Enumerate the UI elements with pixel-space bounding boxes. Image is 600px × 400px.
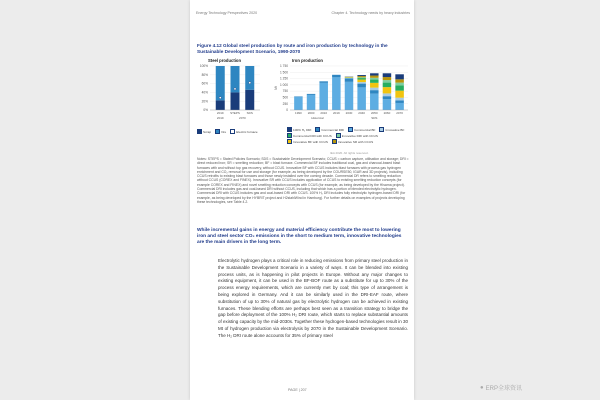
legend-item (215, 129, 226, 134)
figure-notes: Notes: STEPS = Stated Policies Scenario; SDS = Sustainable Development Scenario; CCUS = carbon capture, utilisation and storage; DRI = direct reduced iron; SR = smelting reduction; BF = blast furnace. Commercial BF includes traditional coal, gas and charcoal-based blast furnaces with and without top gas recovery, without CCUS. Innovative BF with CCUS includes blast furnaces with process gas hydrogen enrichment and CO₂ removal for use and storage (for example, as being developed by the COURSE50, IGAR and 3D projects), including CCUS retrofits to existing blast furnaces and those newly installed over the coming decade. Commercial DR refers to smelting reduction without CCUS (COREX and FINEX). Innovative SR with CCUS includes application of CCUS to existing smelting reduction concepts (for example COREX and FINEX) and novel smelting reduction concepts with CCUS (for example, as being developed by the HIsarna project). Commercial DRI includes gas and coal-based DRI without CCUS, including that which has a portion of blended electrolytic hydrogen. Commercial DRI with CCUS includes gas and coal-based DRI with CCUS. 100% H₂ DRI includes fully electrolytic hydrogen-based DRI (for example, as being developed by the HYBRIT project and H2stahlWind in Hamburg). For further details on examples of projects developing these technologies, see Table 4.2. (197, 157, 409, 204)
iron-x-tick: 2030 (345, 111, 353, 115)
steel-bar-scrap (245, 90, 254, 110)
legend-item (287, 127, 311, 132)
iron-bar-segment (319, 81, 328, 83)
iron-x-tick: 2000 (307, 111, 315, 115)
iron-bar-segment (383, 96, 392, 99)
steel-bar-ore (245, 66, 254, 90)
iron-y-tick: 1 500 (280, 70, 288, 75)
iron-bar-segment (395, 79, 404, 82)
electric-furnace-marker (219, 97, 221, 99)
iron-bar-segment (395, 103, 404, 110)
legend-label: Commercial DRI with CCUS (293, 133, 332, 138)
iron-bar-segment (294, 97, 303, 110)
iron-y-tick: 500 (282, 95, 288, 100)
iron-bar-segment (357, 80, 366, 83)
key-message: While incremental gains in energy and material efficiency contribute the most to lowering iron and steel sector CO₂ emissions in the short to medium term, innovative technologies are the main drivers in the long term. (197, 228, 402, 245)
iron-bar-segment (357, 78, 366, 80)
legend-item (287, 133, 332, 138)
iron-x-tick: 2019 (333, 111, 340, 115)
iron-group-label: SDS (371, 116, 378, 120)
steel-bar-ore (216, 66, 225, 100)
iron-bar-segment (357, 77, 366, 78)
legend-swatch (315, 127, 320, 132)
legend-label: Innovative BF with CCUS (293, 139, 328, 144)
legend-item (348, 127, 375, 132)
iron-x-tick: 2060 (383, 111, 391, 115)
legend-item (315, 127, 344, 132)
iron-y-label: Mt (274, 86, 278, 90)
iron-bar-segment (383, 99, 392, 110)
iron-x-tick: 2070 (396, 111, 403, 115)
iron-bar-segment (370, 76, 379, 78)
iron-bar-segment (319, 83, 328, 110)
legend-label: 100% H₂ DRI (293, 127, 312, 132)
iron-y-tick: 1 250 (280, 76, 288, 81)
iron-bar-segment (307, 94, 316, 95)
watermark-text: ERP全球资讯 (485, 386, 522, 392)
legend-item (197, 129, 211, 134)
legend-item (332, 139, 373, 144)
iron-y-tick: 1 000 (280, 82, 288, 87)
iron-bar-segment (370, 73, 379, 75)
electric-furnace-marker (249, 82, 251, 84)
figure-title: Figure 4.12 Global steel production by route and iron production by technology in the Sustainable Development Scenario, 1990-2070 (197, 43, 388, 54)
iron-bar-segment (357, 84, 366, 88)
steel-bar-scrap (216, 100, 225, 110)
iron-bar-segment (370, 94, 379, 110)
iron-bar-segment (345, 82, 354, 110)
iron-bar-segment (395, 100, 404, 103)
legend-item (379, 127, 404, 132)
legend-item (230, 129, 257, 134)
steel-x-tick: STEPS (230, 111, 240, 115)
legend-swatch (287, 127, 292, 132)
steel-y-tick: 60% (201, 81, 208, 86)
iron-bar-segment (345, 78, 354, 79)
legend-swatch (336, 133, 341, 138)
legend-swatch (215, 129, 220, 134)
iron-bar-segment (307, 95, 316, 110)
page-number: PAGE | 207 (288, 388, 307, 392)
iron-x-tick: 2050 (370, 111, 378, 115)
iron-bar-segment (370, 83, 379, 88)
steel-x-tick: 2019 (216, 111, 224, 115)
iron-x-tick: 2010 (320, 111, 328, 115)
steel-y-tick: 20% (201, 99, 208, 104)
iron-bar-segment (383, 83, 392, 88)
steel-group-label: 2070 (239, 116, 246, 120)
iron-bar-segment (370, 80, 379, 83)
iron-bar-segment (357, 75, 366, 76)
steel-y-tick: 0% (203, 108, 208, 113)
iron-y-tick: 1 750 (280, 64, 288, 69)
iron-bar-segment (383, 87, 392, 93)
iron-bar-segment (370, 78, 379, 80)
steel-chart-title: Steel production (208, 58, 242, 63)
iron-bar-segment (357, 82, 366, 84)
legend-label: Scrap (203, 129, 212, 134)
iron-bar-segment (332, 75, 341, 78)
iron-x-tick: 1990 (295, 111, 302, 115)
iron-bar-segment (383, 73, 392, 77)
figure-source: IEA 2020. All rights reserved. (330, 151, 369, 155)
legend-label: Ore (221, 129, 227, 134)
steel-legend (197, 129, 269, 134)
iron-bar-segment (383, 93, 392, 96)
iron-legend (287, 127, 407, 144)
iron-bar-segment (395, 83, 404, 86)
steel-y-tick: 80% (201, 72, 208, 77)
iron-bar-segment (370, 88, 379, 91)
legend-label: Commercial BF (354, 127, 376, 132)
body-paragraph: Electrolytic hydrogen plays a critical role in reducing emissions from primary steel production in the Sustainable Development Scenario in a variety of ways. It can be blended into existing process units, as is happening in pilot projects in Europe. Without any major changes to existing equipment, it can be used in the BF-BOF route as a substitute for up to 30% of the process energy requirements, which are currently met by coal; this type of arrangement is being explored in Germany. And it can be similarly used in the DRI-EAF route, where substitution of up to 30% of natural gas by electrolytic hydrogen can be achieved in existing furnaces. These blending efforts are perhaps best seen as a transition strategy to bridge the gap before deployment of the 100% H₂ DRI route, which starts to replace substantial amounts of existing capacity by the mid-2030s. Together these hydrogen-based technologies result in 30 Mt of hydrogen production via electrolysis by 2070 in the Sustainable Development Scenario. The H₂ DRI route alone accounts for 35% of primary steel (218, 258, 408, 338)
iron-bar-segment (383, 80, 392, 83)
steel-group-label: 2019 (216, 116, 224, 120)
watermark (480, 383, 522, 392)
legend-swatch (287, 133, 292, 138)
steel-y-tick: 40% (201, 90, 208, 95)
legend-swatch (348, 127, 353, 132)
iron-bar-segment (345, 77, 354, 78)
wechat-icon: ● (480, 384, 484, 391)
legend-swatch (230, 129, 235, 134)
iron-chart-title: Iron production (292, 58, 323, 63)
iron-bar-segment (294, 96, 303, 97)
iron-bar-segment (345, 78, 354, 82)
iron-bar-segment (395, 74, 404, 79)
steel-x-tick: SDS (246, 111, 253, 115)
iron-bar-segment (357, 87, 366, 110)
iron-group-label: Historical (311, 116, 324, 120)
electric-furnace-marker (234, 88, 236, 90)
legend-label: Innovative BF (385, 127, 405, 132)
legend-label: Innovative DRI with CCUS (341, 133, 378, 138)
legend-swatch (287, 139, 292, 144)
steel-bar-scrap (231, 92, 240, 110)
legend-swatch (332, 139, 337, 144)
legend-item (287, 139, 328, 144)
iron-y-tick: 0 (286, 108, 288, 113)
iron-y-tick: 250 (282, 101, 288, 106)
iron-bar-segment (383, 77, 392, 80)
iron-bar-segment (395, 91, 404, 98)
iron-bar-segment (395, 85, 404, 90)
steel-y-tick: 100% (199, 64, 208, 69)
legend-swatch (197, 129, 202, 134)
legend-item (336, 133, 378, 138)
iron-bar-segment (332, 77, 341, 110)
legend-swatch (379, 127, 384, 132)
iron-y-tick: 750 (282, 89, 288, 94)
iron-bar-segment (370, 90, 379, 94)
legend-label: Innovative SR with CCUS (337, 139, 374, 144)
iron-x-tick: 2040 (358, 111, 365, 115)
iron-bar-segment (395, 98, 404, 101)
header-left: Energy Technology Perspectives 2020 (196, 11, 258, 15)
legend-label: Electric furnace (236, 129, 258, 134)
header-right: Chapter 4. Technology needs by heavy industries (331, 11, 410, 15)
iron-bar-segment (357, 76, 366, 77)
legend-label: Commercial DRI (321, 127, 345, 132)
